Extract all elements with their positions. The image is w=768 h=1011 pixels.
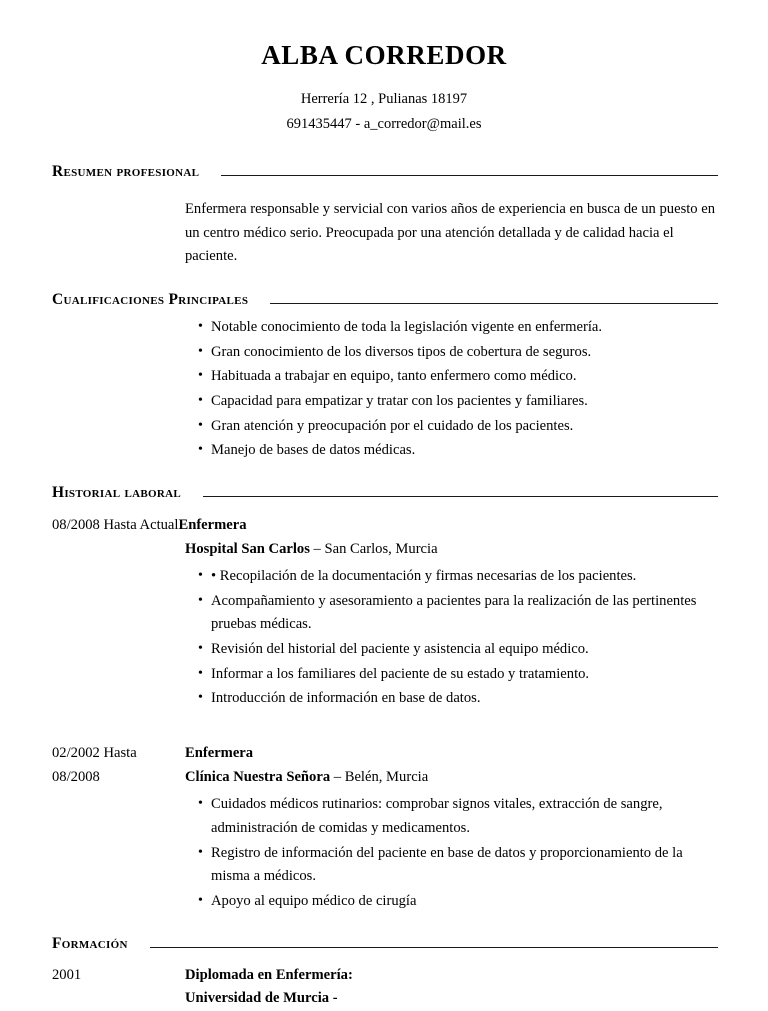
work-duties-list — [0, 565, 718, 711]
work-dates-start: 02/2002 Hasta — [52, 745, 137, 762]
work-duties-list — [0, 793, 718, 913]
work-employer-name: Clínica Nuestra Señora — [185, 768, 331, 785]
work-employer-location: – San Carlos, Murcia — [309, 540, 438, 557]
section-rule — [203, 496, 718, 497]
education-entry — [52, 964, 718, 1011]
work-entry — [52, 514, 718, 538]
section-title-education: Formación — [52, 934, 128, 952]
work-dates: 08/2008 Hasta Actual — [52, 516, 179, 533]
section-title-work: Historial laboral — [52, 483, 182, 501]
section-heading-summary — [52, 163, 718, 180]
list-item: • Cuidados médicos rutinarios: comprobar signos vitales, extracción de sangre, administración de comidas y medicamentos. — [211, 793, 718, 840]
candidate-contact: 691435447 - a_corredor@mail.es — [286, 115, 482, 132]
work-role-label: Enfermera — [178, 516, 247, 533]
list-item: • Introducción de información en base de datos. — [211, 687, 718, 711]
list-item: • Habituada a trabajar en equipo, tanto enfermero como médico. — [211, 365, 718, 389]
candidate-address: Herrería 12 , Pulianas 18197 — [300, 91, 468, 108]
work-role-employer — [185, 742, 718, 789]
summary-paragraph: Enfermera responsable y servicial con varios años de experiencia en busca de un puesto en un centro médico serio. Preocupada por una atención detallada y de calidad hacia el paciente. — [185, 201, 716, 265]
section-rule — [270, 303, 718, 304]
work-entry — [52, 742, 718, 789]
section-rule — [221, 175, 718, 176]
education-year: 2001 — [52, 966, 82, 983]
section-title-summary: Resumen profesional — [52, 162, 200, 180]
section-heading-qualifications — [52, 291, 718, 308]
work-employer-row — [52, 538, 718, 562]
work-dates — [52, 742, 185, 789]
work-employer-name: Hospital San Carlos — [185, 540, 310, 557]
work-employer-location: – Belén, Murcia — [330, 768, 429, 785]
work-employer-line — [185, 538, 718, 562]
section-rule — [150, 947, 718, 948]
list-item: • Gran atención y preocupación por el cuidado de los pacientes. — [211, 415, 718, 439]
education-detail — [185, 964, 718, 1011]
list-item: • Acompañamiento y asesoramiento a pacientes para la realización de las pertinentes pruebas médicas. — [211, 590, 718, 637]
candidate-name: ALBA CORREDOR — [261, 40, 507, 70]
list-item: • Informar a los familiares del paciente de su estado y tratamiento. — [211, 663, 718, 687]
education-institution: Universidad de Murcia - — [185, 990, 338, 1007]
list-item: • Registro de información del paciente en base de datos y proporcionamiento de la misma a médicos. — [211, 842, 718, 889]
list-item: • Notable conocimiento de toda la legislación vigente en enfermería. — [211, 316, 718, 340]
list-item: • Manejo de bases de datos médicas. — [211, 439, 718, 463]
resume-header — [0, 0, 768, 135]
education-degree: Diplomada en Enfermería: — [185, 966, 353, 983]
list-item: • Apoyo al equipo médico de cirugía — [211, 890, 718, 914]
list-item: • • Recopilación de la documentación y firmas necesarias de los pacientes. — [211, 565, 718, 589]
work-dates-spacer — [52, 538, 185, 562]
section-heading-work — [52, 484, 718, 501]
work-dates-end: 08/2008 — [52, 768, 100, 785]
list-item: • Revisión del historial del paciente y asistencia al equipo médico. — [211, 638, 718, 662]
section-title-qualifications: Cualificaciones Principales — [52, 290, 249, 308]
qualifications-list — [0, 316, 718, 463]
list-item: • Gran conocimiento de los diversos tipos de cobertura de seguros. — [211, 341, 718, 365]
work-role — [178, 514, 246, 538]
work-employer-line — [185, 766, 718, 790]
section-heading-education — [52, 935, 718, 952]
list-item: • Capacidad para empatizar y tratar con los pacientes y familiares. — [211, 390, 718, 414]
work-role-label: Enfermera — [185, 745, 254, 762]
